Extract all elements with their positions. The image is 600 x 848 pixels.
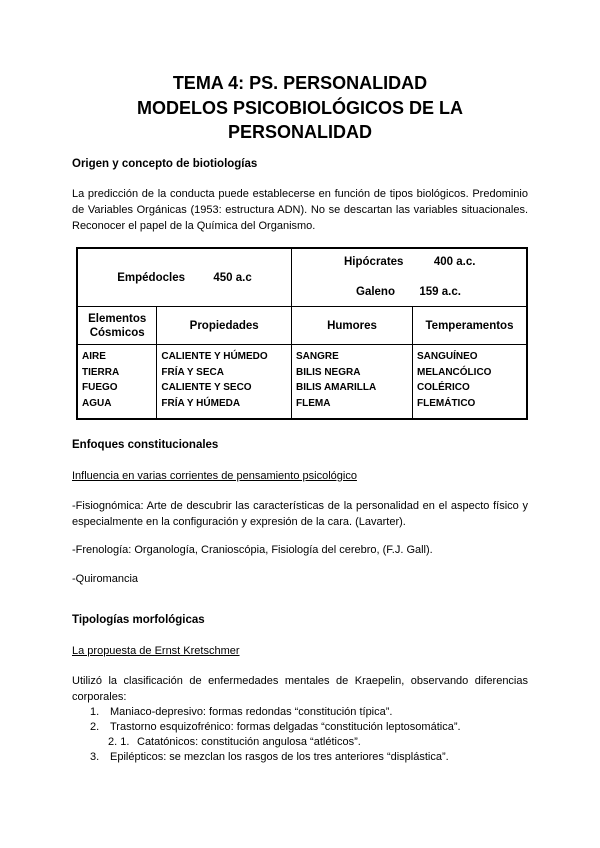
paragraph-fisiognomica: -Fisiognómica: Arte de descubrir las características de la personalidad en el aspecto físico y especialmente en la configuración y expresión de la cara. (Lavarter). [72,500,528,528]
page-title-line-2: MODELOS PSICOBIOLÓGICOS DE LA [136,98,464,118]
section-heading-origen: Origen y concepto de biotiologías [72,158,258,170]
empedocles-header [77,248,292,307]
paragraph-kraepelin: Utilizó la clasificación de enfermedades mentales de Kraepelin, observando diferencias corporales: [72,675,528,703]
empedocles-date: 450 a.c [213,271,252,284]
list-item: BILIS NEGRA [296,366,361,378]
list-item: SANGRE [296,351,339,362]
paragraph-frenologia: -Frenología: Organología, Cranioscópia, Fisiología del cerebro, (F.J. Gall). [72,544,433,556]
col-elementos [77,345,157,419]
list-item: FUEGO [82,382,118,393]
galeno-date: 159 a.c. [419,286,461,298]
list-item: FLEMÁTICO [417,397,476,409]
hipocrates-name: Hipócrates [344,256,404,268]
page-title-line-3: PERSONALIDAD [227,122,372,142]
hipocrates-galeno-header [292,248,528,307]
hipocrates-date: 400 a.c. [433,256,476,268]
list-item: BILIS AMARILLA [296,382,377,393]
subheading-kretschmer: La propuesta de Ernst Kretschmer [72,645,240,657]
col-header-humores: Humores [292,307,413,345]
kretschmer-list [72,704,528,764]
list-item: MELANCÓLICO [417,366,492,378]
list-item: 1. Maniaco-depresivo: formas redondas “constitución típica”. [90,706,393,718]
list-item: FRÍA Y SECA [161,366,224,378]
subheading-influencia: Influencia en varias corrientes de pensamiento psicológico [72,470,357,482]
col-temperamentos [413,345,528,419]
list-item: CALIENTE Y SECO [161,382,252,393]
col-header-temperamentos: Temperamentos [413,307,528,345]
list-item: FLEMA [296,397,331,409]
humors-table [76,247,528,420]
col-header-propiedades: Propiedades [157,307,292,345]
section-heading-enfoques: Enfoques constitucionales [72,439,219,451]
list-item: TIERRA [82,366,120,378]
paragraph-quiromancia: -Quiromancia [72,573,139,585]
col-humores [292,345,413,419]
list-item: SANGUÍNEO [417,351,478,362]
empedocles-name: Empédocles [117,271,185,284]
list-item: COLÉRICO [417,382,470,393]
list-item: FRÍA Y HÚMEDA [161,397,241,409]
list-item: 2. Trastorno esquizofrénico: formas delgadas “constitución leptosomática”. [90,721,461,733]
section-heading-tipologias: Tipologías morfológicas [72,614,205,626]
list-item: AGUA [82,397,112,409]
paragraph-origen: La predicción de la conducta puede establecerse en función de tipos biológicos. Predominio de Variables Orgánicas (1953: estructura ADN). No se descartan las variables situacionales. Reconocer el papel de la Química del Organismo. [72,188,528,232]
galeno-name: Galeno [356,286,395,298]
list-item: 2. 1. Catatónicos: constitución angulosa “atléticos”. [108,736,361,748]
list-item: 3. Epilépticos: se mezclan los rasgos de los tres anteriores “displástica”. [90,751,449,763]
col-propiedades [157,345,292,419]
list-item: AIRE [82,351,106,362]
list-item: CALIENTE Y HÚMEDO [161,351,268,362]
col-header-elementos: Elementos Cósmicos [77,307,157,345]
page-title-line-1: TEMA 4: PS. PERSONALIDAD [172,73,428,93]
